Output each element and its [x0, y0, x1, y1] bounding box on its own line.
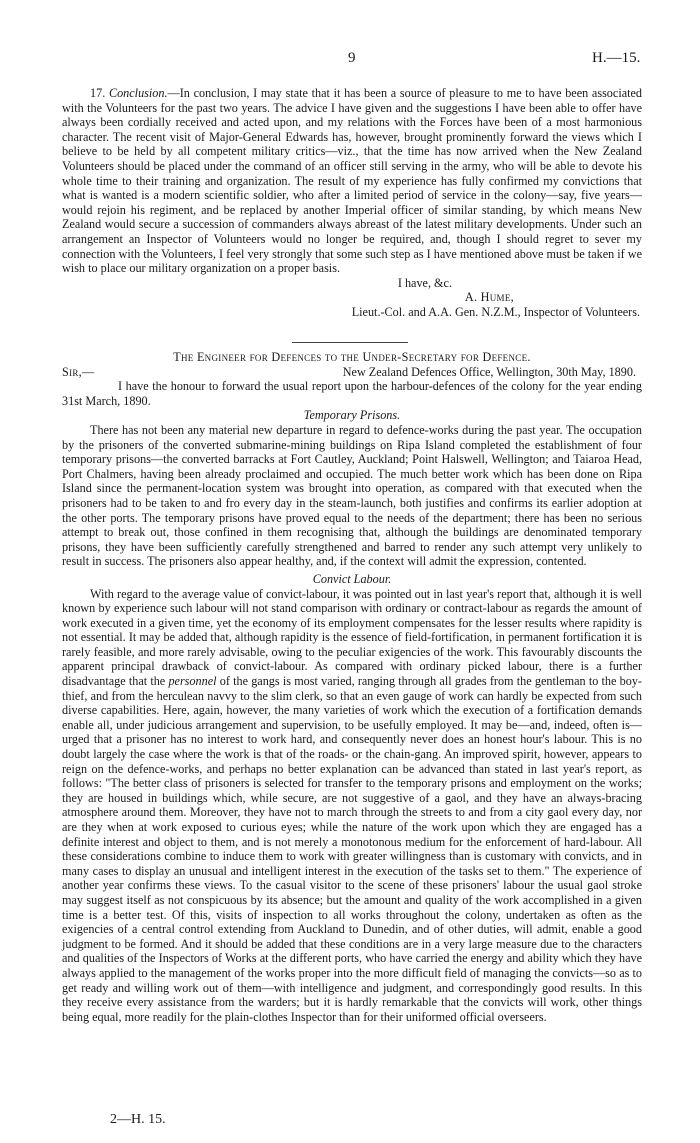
page-number: 9 [348, 50, 356, 66]
place-date: New Zealand Defences Office, Wellington, 30th May, 1890. [342, 364, 636, 379]
conclusion-paragraph: 17. Conclusion.—In conclusion, I may state that it has been a source of pleasure to me to have been associated with the Volunteers for the past two years. The advice I have given and the suggestions I have been able to offer have always been cordially received and acted upon, and my relations with the Forces have been of a most harmonious character. The recent visit of Major-General Edwards has, however, brought prominently forward the views which I believe to be held by all competent military critics—viz., that the time has now arrived when the New Zealand Volunteers should be placed under the command of an officer still serving in the army, who will be able to devote his whole time to their training and organization. The result of my experience has fully confirmed my convictions that what is wanted is a modern scientific soldier, who after a limited period of service in the colony—say, five years—would rejoin his regiment, and be replaced by another Imperial officer of similar standing, by which means New Zealand would secure a succession of commanders always abreast of the latest military developments. Under such an arrangement an Inspector of Volunteers would no longer be required, and, though I should regret to sever my connection with the Volunteers, I feel very strongly that some such step as I have mentioned above must be taken if we wish to place our military organization on a proper basis. [62, 86, 642, 276]
salutation: Sir,— [62, 364, 95, 379]
letter-heading: The Engineer for Defences to the Under-Secretary for Defence. [173, 350, 531, 364]
signer-name: A. Hume, [464, 290, 514, 305]
temporary-prisons-heading: Temporary Prisons. [303, 408, 401, 423]
letter-header [62, 350, 642, 1024]
convict-labour-heading: Convict Labour. [312, 571, 392, 586]
section-conclusion [62, 86, 642, 320]
closing-line: I have, &c. [397, 275, 452, 290]
signature-mark: 2—H. 15. [110, 1112, 166, 1127]
paper-reference: H.—15. [592, 50, 641, 66]
section-divider [292, 342, 408, 343]
letter-intro: I have the honour to forward the usual report upon the harbour-defences of the colony for the year ending 31st March, 1890. [62, 379, 642, 408]
convict-labour-paragraph: With regard to the average value of convict-labour, it was pointed out in last year's report that, although it is well known by experience such labour will not stand comparison with ordinary or contract-labour as regards the amount of work executed in a given time, yet the economy of its employment compensates for the lesser results where rapidity is not essential. It may be added that, although rapidity is the essence of field-fortification, in permanent fortification it is rarely feasible, and more rarely advisable, owing to the peculiar exigencies of the work. This favourably discounts the apparent principal drawback of convict-labour. As compared with ordinary picked labour, there is a further disadvantage that the personnel of the gangs is most varied, ranging through all grades from the gentleman to the boy-thief, and from the herculean navvy to the slim clerk, so that an even gauge of work can hardly be expected from such diverse capabilities. Here, again, however, the many varieties of work which the execution of a fortification demands enable all, under judicious arrangement and supervision, to be usefully employed. It may be—and, indeed, often is—urged that a prisoner has no interest to work hard, and consequently never does an honest hour's labour. This is no doubt largely the case where the work is that of the roads- or the chain-gang. An improved spirit, however, appears to reign on the defence-works, and perhaps no better explanation can be advanced than stated in last year's report, as follows: "The better class of prisoners is selected for transfer to the temporary prisons and employment on the works; they are housed in buildings which, while secure, are not suggestive of a gaol, and they have an always-bracing atmosphere around them. Moreover, they have not to march through the streets to and from a city gaol every day, nor are they when at work exposed to curious eyes; while the nature of the work upon which they are engaged has a definite interest and object to them, and is not merely a monotonous medium for the enforcement of hard-labour. All these considerations combine to induce them to work with greater willingness than is customary with convicts, and in many cases to display an unusual and intelligent interest in the execution of the tasks set to them." The experience of another year confirms these views. To the casual visitor to the scene of these prisoners' labour the usual gaol stroke may suggest itself as not conspicuous by its absence; but the amount and quality of the work accomplished in a given time is a better test. Of this, visits of inspection to all works throughout the colony, undertaken as often as the exigencies of a central control extending from Auckland to Dunedin, and of other duties, will admit, enable a good judgment to be formed. And it should be added that these conditions are in a very large measure due to the characters and qualities of the Inspectors of Works at the different ports, who have carried the energy and ability which they have always applied to the management of the works proper into the more difficult field of managing the convicts—so as to get ready and willing work out of them—with intelligence and judgment, and correspondingly good results. In this they receive every assistance from the warders; but it is hardly remarkable that the convicts will work, other things being equal, more readily for the plain-clothes Inspector than for their uniformed official overseers. [62, 586, 642, 1024]
conclusion-text: —In conclusion, I may state that it has been a source of pleasure to me to have been associated with the Volunteers for the past two years. The advice I have given and the suggestions I have been able to offer have always been cordially received and acted upon, and my relations with the Forces have been of a most harmonious character. The recent visit of Major-General Edwards has, however, brought prominently forward the views which I believe to be held by all competent military critics—viz., that the time has now arrived when the New Zealand Volunteers should be placed under the command of an officer still serving in the army, who will be able to devote his whole time to their training and organization. The result of my experience has fully confirmed my convictions that what is wanted is a modern scientific soldier, who after a limited period of service in the colony—say, five years—would rejoin his regiment, and be replaced by another Imperial officer of similar standing, by which means New Zealand would secure a succession of commanders always abreast of the latest military developments. Under such an arrangement an Inspector of Volunteers would no longer be required, and, though I should regret to sever my connection with the Volunteers, I feel very strongly that some such step as I have mentioned above must be taken if we wish to place our military organization on a proper basis. [62, 86, 642, 276]
temporary-prisons-paragraph: There has not been any material new departure in regard to defence-works during the past year. The occupation by the prisoners of the converted submarine-mining buildings on Ripa Island completed the establishment of four temporary prisons—the converted barracks at Fort Cautley, Auckland; Point Halswell, Wellington; and Taiaroa Head, Port Chalmers, having been already proclaimed and occupied. The much better work which has been done on Ripa Island since the permanent-location system was brought into operation, as compared with that executed when the prisoners had to be taken to and fro every day in the steam-launch, both justifies and confirms its earlier adoption at the other ports. The temporary prisons have proved equal to the needs of the department; there has been no serious attempt to break out, those confined in them recognising that, although the buildings are denominated temporary prisons, they have been sufficiently carefully strengthened and barred to render any such attempt very unlikely to result in success. The prisoners also appear healthy, and, if the context will admit the expression, contented. [62, 422, 642, 569]
salutation-row [62, 365, 642, 380]
signer-title: Lieut.-Col. and A.A. Gen. N.Z.M., Inspector of Volunteers. [351, 304, 640, 319]
conclusion-title: Conclusion. [108, 86, 168, 100]
